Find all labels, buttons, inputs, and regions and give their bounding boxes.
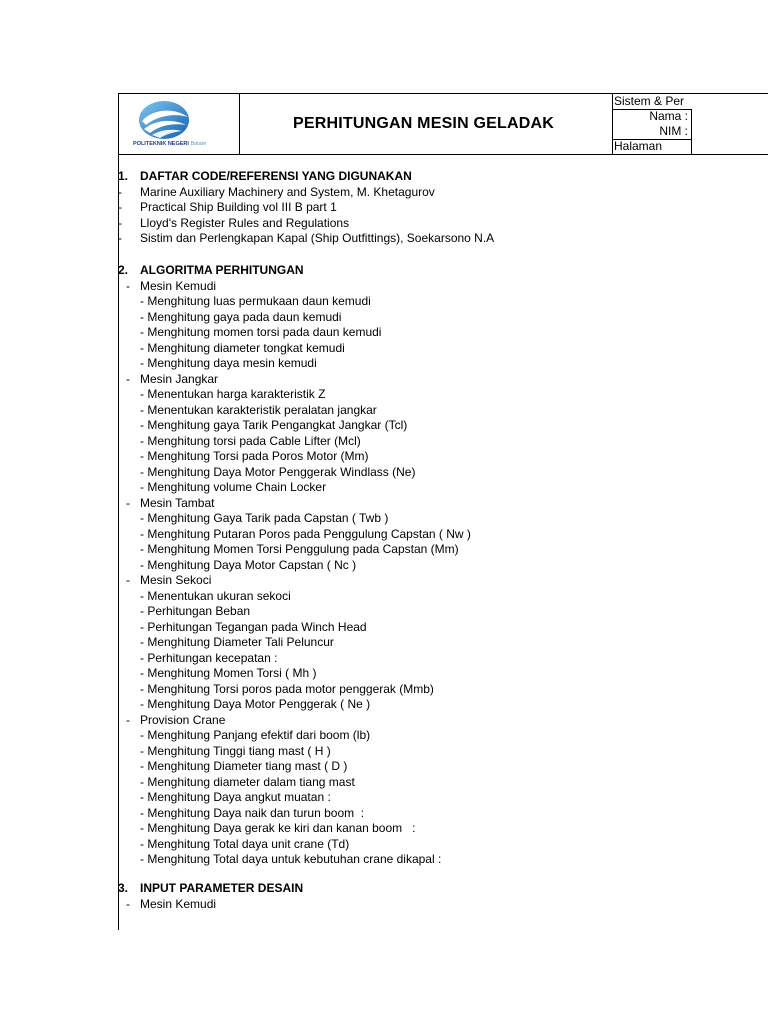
algorithm-group: Mesin Tambat: [140, 495, 215, 510]
bullet-dash: -: [126, 278, 130, 293]
reference-item: Marine Auxiliary Machinery and System, M. Khetagurov: [140, 184, 435, 199]
bullet-dash: -: [118, 200, 122, 214]
bullet-dash: -: [126, 896, 130, 911]
algorithm-step: - Menghitung Putaran Poros pada Penggulung Capstan ( Nw ): [140, 526, 471, 541]
algorithm-step: - Menentukan harga karakteristik Z: [140, 387, 326, 401]
algorithm-step: - Menghitung Panjang efektif dari boom (lb): [140, 728, 371, 742]
algorithm-step: - Menghitung Daya Motor Penggerak ( Ne ): [140, 697, 371, 711]
algorithm-group: Mesin Jangkar: [140, 371, 219, 386]
algorithm-group: Provision Crane: [140, 712, 226, 727]
polytechnic-logo: [130, 99, 194, 141]
algorithm-step: - Perhitungan Beban: [140, 604, 251, 618]
algorithm-step: - Menghitung diameter dalam tiang mast: [140, 774, 355, 789]
algorithm-step: - Menghitung torsi pada Cable Lifter (Mcl): [140, 433, 361, 448]
input-group: Mesin Kemudi: [140, 896, 217, 911]
algorithm-step: - Menghitung Torsi poros pada motor penggerak (Mmb): [140, 681, 434, 696]
algorithm-step: - Menghitung Total daya untuk kebutuhan crane dikapal :: [140, 852, 442, 866]
algorithm-step: - Menghitung volume Chain Locker: [140, 480, 327, 494]
info-divider: [691, 139, 692, 154]
algorithm-step: - Menghitung Momen Torsi ( Mh ): [140, 666, 317, 680]
algorithm-step: - Perhitungan kecepatan :: [140, 650, 278, 665]
section-heading: INPUT PARAMETER DESAIN: [140, 881, 304, 895]
section-heading: ALGORITMA PERHITUNGAN: [140, 263, 304, 277]
algorithm-step: - Menghitung Daya gerak ke kiri dan kanan boom :: [140, 821, 416, 835]
section-number: 3.: [118, 881, 129, 895]
algorithm-step: - Menentukan karakteristik peralatan jangkar: [140, 402, 377, 417]
algorithm-step: - Menghitung Daya Motor Capstan ( Nc ): [140, 557, 357, 572]
subject-label: Sistem & Per: [614, 94, 685, 108]
logo-cell: [118, 94, 240, 154]
section-heading: DAFTAR CODE/REFERENSI YANG DIGUNAKAN: [140, 169, 412, 183]
algorithm-step: - Menghitung gaya Tarik Pengangkat Jangkar (Tcl): [140, 418, 408, 432]
algorithm-step: - Perhitungan Tegangan pada Winch Head: [140, 619, 367, 634]
section-number: 2.: [118, 263, 129, 277]
nim-label: NIM :: [659, 124, 688, 138]
algorithm-step: - Menghitung momen torsi pada daun kemudi: [140, 325, 382, 339]
algorithm-step: - Menghitung gaya pada daun kemudi: [140, 309, 342, 324]
halaman-label: Halaman: [614, 139, 663, 153]
algorithm-step: - Menghitung Diameter tiang mast ( D ): [140, 759, 348, 773]
algorithm-step: - Menghitung diameter tongkat kemudi: [140, 340, 345, 355]
section-number: 1.: [118, 169, 129, 183]
document-header: [118, 93, 768, 155]
reference-item: Practical Ship Building vol III B part 1: [140, 200, 337, 214]
algorithm-step: - Menghitung Daya naik dan turun boom :: [140, 805, 365, 820]
logo-text: POLITEKNIK NEGERI Batam: [133, 141, 207, 147]
algorithm-step: - Menghitung Total daya unit crane (Td): [140, 836, 350, 851]
info-divider: [612, 139, 613, 154]
algorithm-step: - Menghitung Daya angkut muatan :: [140, 790, 331, 804]
algorithm-step: - Menghitung Tinggi tiang mast ( H ): [140, 743, 331, 758]
algorithm-group: Mesin Sekoci: [140, 573, 212, 587]
bullet-dash: -: [126, 371, 130, 386]
bullet-dash: -: [118, 231, 122, 245]
algorithm-step: - Menghitung Daya Motor Penggerak Windlass (Ne): [140, 464, 416, 479]
document-title: PERHITUNGAN MESIN GELADAK: [292, 115, 554, 132]
bullet-dash: -: [126, 495, 130, 510]
algorithm-step: - Menghitung daya mesin kemudi: [140, 356, 317, 370]
bullet-dash: -: [118, 184, 122, 199]
nama-label: Nama :: [649, 109, 688, 123]
algorithm-step: - Menghitung Torsi pada Poros Motor (Mm): [140, 449, 369, 463]
reference-item: Sistim dan Perlengkapan Kapal (Ship Outfittings), Soekarsono N.A: [140, 231, 495, 245]
reference-item: Lloyd's Register Rules and Regulations: [140, 215, 350, 230]
algorithm-step: - Menghitung Momen Torsi Penggulung pada Capstan (Mm): [140, 542, 459, 556]
bullet-dash: -: [126, 573, 130, 587]
algorithm-group: Mesin Kemudi: [140, 278, 217, 293]
algorithm-step: - Menghitung luas permukaan daun kemudi: [140, 294, 371, 308]
title-cell: [239, 94, 613, 154]
info-cell: [612, 94, 768, 154]
bullet-dash: -: [118, 215, 122, 230]
algorithm-step: - Menghitung Gaya Tarik pada Capstan ( Twb ): [140, 511, 389, 525]
bullet-dash: -: [126, 712, 130, 727]
algorithm-step: - Menghitung Diameter Tali Peluncur: [140, 635, 334, 649]
algorithm-step: - Menentukan ukuran sekoci: [140, 588, 291, 603]
